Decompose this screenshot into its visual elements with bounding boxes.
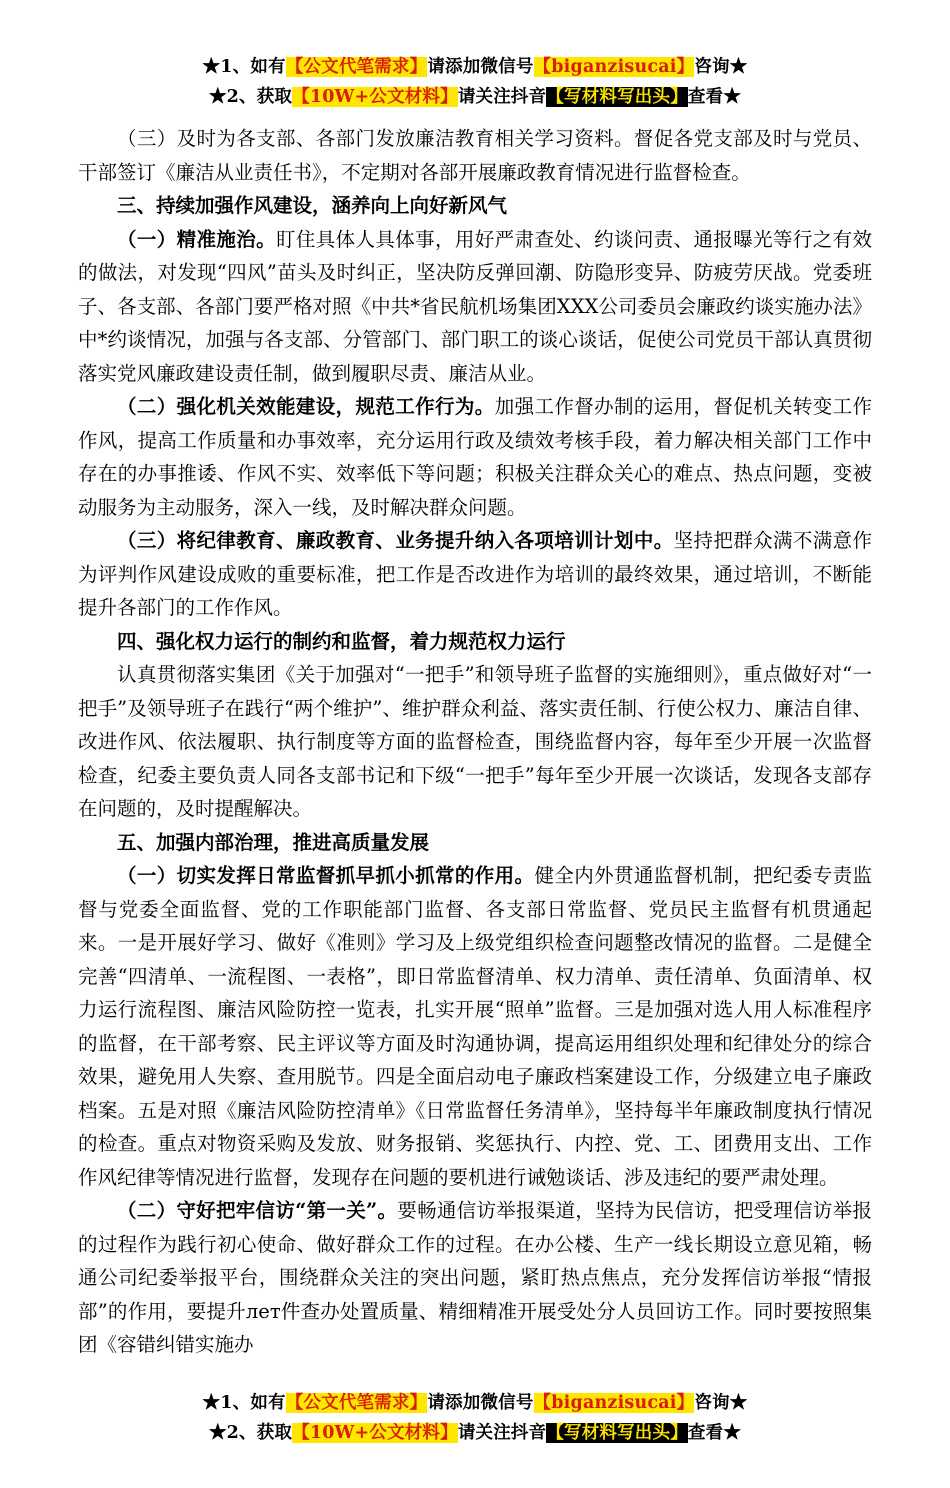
paragraph-5-1-lead: （一）切实发挥日常监督抓早抓小抓常的作用。 — [117, 864, 535, 887]
footer-line1-suffix: 咨询★ — [694, 1392, 748, 1413]
paragraph-3-4-text: 坚持把群众满不满意作为评判作风建设成败的重要标准，把工作是否改进作为培训的最终效果，通过培训，不断能提升各部门的工作作风。 — [78, 529, 872, 619]
paragraph-3-2-lead: （一）精准施治。 — [117, 227, 277, 251]
footer-line1-tag-wechat: 【biganzisucai】 — [533, 1392, 695, 1413]
paragraph-5-2-text: 要畅通信访举报渠道，坚持为民信访，把受理信访举报的过程作为践行初心使命、做好群众工作的过程。在办公楼、生产一线长期设立意见箱，畅通公司纪委举报平台，围绕群众关注的突出问题，紧盯热点焦点，充分发挥信访举报“情报部”的作用，要提升лет件查办处置质量、精细精准开展受处分人员回访工作。同时要按照集团《容错纠错实施办 — [78, 1199, 872, 1356]
paragraph-3-1: （三）及时为各支部、各部门发放廉洁教育相关学习资料。督促各党支部及时与党员、干部签订《廉洁从业责任书》，不定期对各部开展廉政教育情况进行监督检查。 — [78, 127, 872, 184]
top-banner-line-1 — [78, 52, 872, 82]
paragraph-3-4 — [78, 524, 872, 625]
banner-line2-middle: 请关注抖音 — [457, 87, 547, 107]
section-heading-five: 五、加强内部治理，推进高质量发展 — [117, 830, 430, 854]
section-heading-three: 三、持续加强作风建设，涵养向上向好新风气 — [117, 194, 508, 217]
footer-line2-suffix: 查看★ — [687, 1422, 742, 1443]
paragraph-5-2 — [78, 1194, 872, 1362]
banner-line1-middle: 请添加微信号 — [427, 57, 534, 77]
top-banner — [78, 52, 872, 112]
footer-line2-prefix: ★2、获取 — [208, 1422, 293, 1443]
paragraph-3-3-lead: （二）强化机关效能建设，规范工作行为。 — [117, 395, 495, 418]
banner-line1-prefix: ★1、如有 — [202, 57, 286, 77]
banner-line1-tag-service: 【公文代笔需求】 — [285, 57, 428, 77]
banner-line2-tag-douyin: 【写材料写出头】 — [546, 87, 688, 107]
bottom-banner-line-1 — [78, 1388, 872, 1418]
bottom-banner — [78, 1388, 872, 1448]
top-banner-line-2 — [78, 82, 872, 112]
footer-line2-tag-douyin: 【写材料写出头】 — [546, 1422, 688, 1443]
paragraph-3-3-text: 加强工作督办制的运用，督促机关转变工作作风，提高工作质量和办事效率，充分运用行政及绩效考核手段，着力解决相关部门工作中存在的办事推诿、作风不实、效率低下等问题；积极关注群众关心的难点、热点问题，变被动服务为主动服务，深入一线，及时解决群众问题。 — [78, 395, 872, 519]
footer-line1-middle: 请添加微信号 — [427, 1392, 534, 1413]
paragraph-3-4-lead: （三）将纪律教育、廉政教育、业务提升纳入各项培训计划中。 — [117, 529, 674, 552]
footer-line1-prefix: ★1、如有 — [202, 1392, 286, 1413]
footer-line2-middle: 请关注抖音 — [457, 1422, 547, 1443]
footer-line1-tag-service: 【公文代笔需求】 — [285, 1392, 428, 1413]
paragraph-3-2 — [78, 223, 872, 391]
paragraph-3-2-text: 盯住具体人具体事，用好严肃查处、约谈问责、通报曝光等行之有效的做法，对发现“四风”苗头及时纠正，坚决防反弹回潮、防隐形变异、防疲劳厌战。党委班子、各支部、各部门要严格对照《中共*省民航机场集团XXX公司委员会廉政约谈实施办法》中*约谈情况，加强与各支部、分管部门、部门职工的谈心谈话，促使公司党员干部认真贯彻落实党风廉政建设责任制，做到履职尽责、廉洁从业。 — [78, 227, 872, 385]
section-heading-four: 四、强化权力运行的制约和监督，着力规范权力运行 — [117, 629, 566, 653]
paragraph-5-1-text: 健全内外贯通监督机制，把纪委专责监督与党委全面监督、党的工作职能部门监督、各支部日常监督、党员民主监督有机贯通起来。一是开展好学习、做好《准则》学习及上级党组织检查问题整改情况的监督。二是健全完善“四清单、一流程图、一表格”，即日常监督清单、权力清单、责任清单、负面清单、权力运行流程图、廉洁风险防控一览表，扎实开展“照单”监督。三是加强对选人用人标准程序的监督，在干部考察、民主评议等方面及时沟通协调，提高运用组织处理和纪律处分的综合效果，避免用人失察、查用脱节。四是全面启动电子廉政档案建设工作，分级建立电子廉政档案。五是对照《廉洁风险防控清单》《日常监督任务清单》，坚持每半年廉政制度执行情况的检查。重点对物资采购及发放、财务报销、奖惩执行、内控、党、工、团费用支出、工作作风纪律等情况进行监督，发现存在问题的要机进行诫勉谈话、涉及违纪的要严肃处理。 — [78, 864, 872, 1189]
banner-line1-tag-wechat: 【biganzisucai】 — [533, 57, 695, 77]
banner-line2-prefix: ★2、获取 — [208, 87, 293, 107]
banner-line2-tag-materials: 【10W+公文材料】 — [292, 87, 458, 107]
paragraph-5-1 — [78, 859, 872, 1194]
paragraph-3-3 — [78, 390, 872, 524]
paragraph-5-2-lead: （二）守好把牢信访“第一关”。 — [117, 1199, 398, 1222]
banner-line2-suffix: 查看★ — [687, 87, 742, 107]
footer-line2-tag-materials: 【10W+公文材料】 — [292, 1422, 458, 1443]
banner-line1-suffix: 咨询★ — [694, 57, 748, 77]
paragraph-4-1: 认真贯彻落实集团《关于加强对“一把手”和领导班子监督的实施细则》，重点做好对“一把手”及领导班子在践行“两个维护”、维护群众利益、落实责任制、行使公权力、廉洁自律、改进作风、依法履职、执行制度等方面的监督检查，围绕监督内容，每年至少开展一次监督检查，纪委主要负责人同各支部书记和下级“一把手”每年至少开展一次谈话，发现各支部存在问题的，及时提醒解决。 — [78, 663, 872, 820]
bottom-banner-line-2 — [78, 1418, 872, 1448]
document-body — [78, 122, 872, 1362]
